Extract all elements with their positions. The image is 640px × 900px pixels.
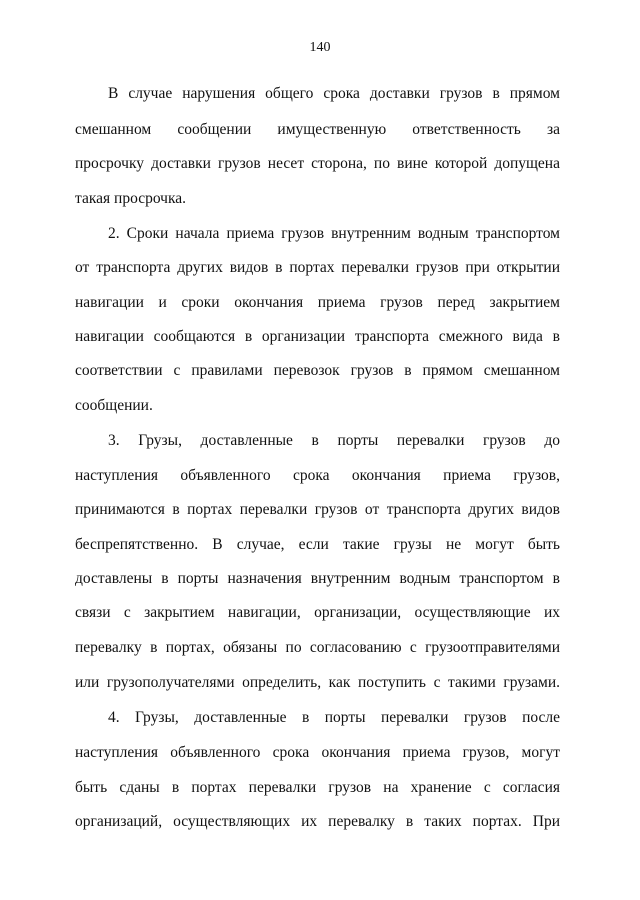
- text-line: смешанном сообщении имущественную ответственность за: [75, 121, 560, 138]
- text-line: от транспорта других видов в портах перевалки грузов при открытии: [75, 259, 560, 276]
- text-line: быть сданы в портах перевалки грузов на хранение с согласия: [75, 779, 560, 796]
- text-line: беспрепятственно. В случае, если такие грузы не могут быть: [75, 536, 560, 553]
- text-line: принимаются в портах перевалки грузов от транспорта других видов: [75, 501, 560, 518]
- text-line: или грузополучателями определить, как поступить с такими грузами.: [75, 674, 560, 691]
- page-number: 140: [309, 40, 331, 55]
- text-line: соответствии с правилами перевозок грузов в прямом смешанном: [75, 362, 560, 379]
- text-line: организаций, осуществляющих их перевалку в таких портах. При: [75, 813, 560, 830]
- text-line: 3. Грузы, доставленные в порты перевалки грузов до: [108, 432, 560, 449]
- text-line: перевалку в портах, обязаны по согласованию с грузоотправителями: [75, 639, 560, 656]
- text-line: наступления объявленного срока окончания приема грузов,: [75, 467, 560, 484]
- text-line: сообщении.: [75, 397, 153, 414]
- text-line: 4. Грузы, доставленные в порты перевалки грузов после: [108, 709, 560, 726]
- text-line: просрочку доставки грузов несет сторона, по вине которой допущена: [75, 155, 560, 172]
- text-line: доставлены в порты назначения внутренним водным транспортом в: [75, 570, 560, 587]
- text-line: 2. Сроки начала приема грузов внутренним водным транспортом: [108, 225, 560, 242]
- text-line: В случае нарушения общего срока доставки грузов в прямом: [108, 85, 560, 102]
- text-line: такая просрочка.: [75, 190, 187, 207]
- text-line: связи с закрытием навигации, организации, осуществляющие их: [75, 604, 560, 621]
- text-line: наступления объявленного срока окончания приема грузов, могут: [75, 744, 560, 761]
- text-line: навигации и сроки окончания приема грузов перед закрытием: [75, 294, 560, 311]
- text-line: навигации сообщаются в организации транспорта смежного вида в: [75, 328, 560, 345]
